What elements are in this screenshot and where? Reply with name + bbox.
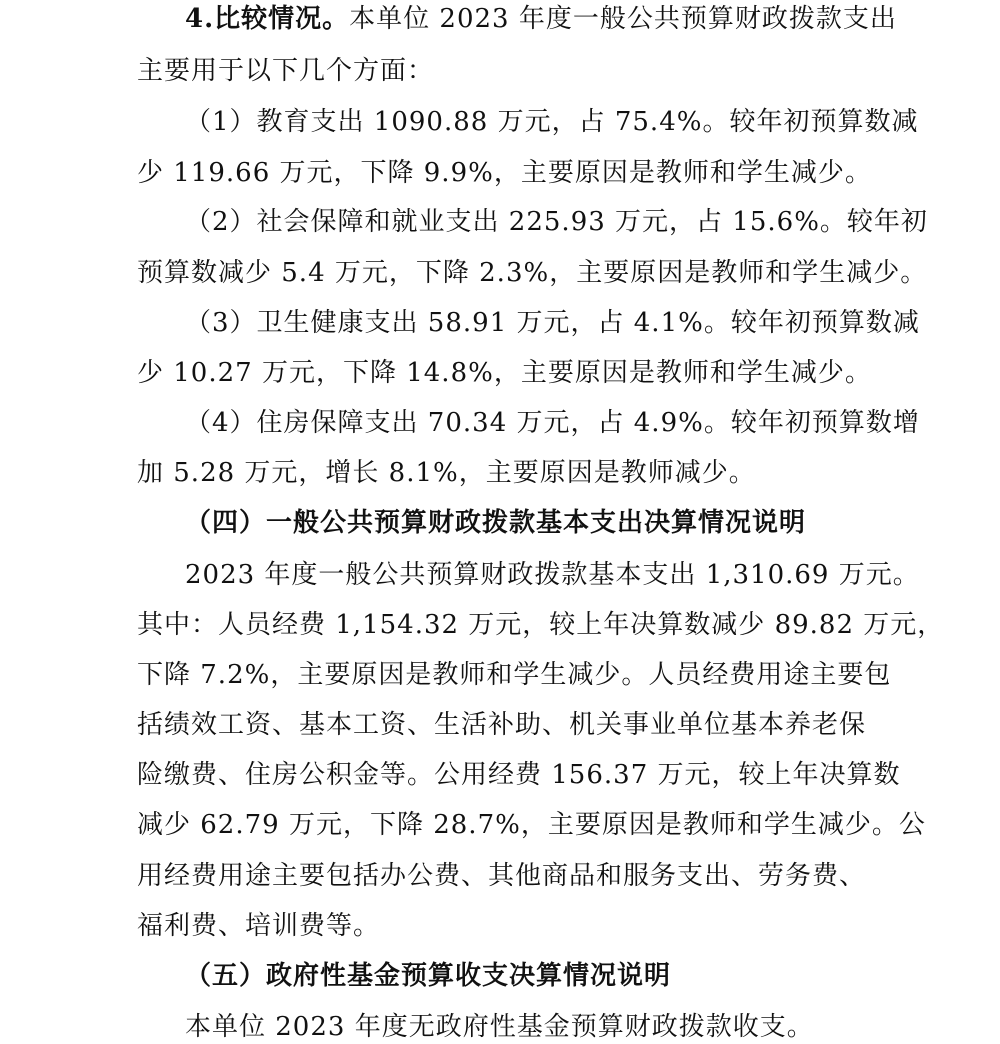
text-line: 少 10.27 万元，下降 14.8%，主要原因是教师和学生减少。 <box>137 358 872 388</box>
text-line: 福利费、培训费等。 <box>137 911 381 941</box>
text-line: 险缴费、住房公积金等。公用经费 156.37 万元，较上年决算数 <box>137 760 901 790</box>
item-2-line: （2）社会保障和就业支出 225.93 万元，占 15.6%。较年初 <box>185 207 928 237</box>
text-line: 本单位 2023 年度无政府性基金预算财政拨款收支。 <box>185 1012 814 1042</box>
text-line: 用经费用途主要包括办公费、其他商品和服务支出、劳务费、 <box>137 861 867 891</box>
comparison-label: 4.比较情况。 <box>185 4 350 34</box>
text-line: 下降 7.2%，主要原因是教师和学生减少。人员经费用途主要包 <box>137 660 892 690</box>
item-3-line: （3）卫生健康支出 58.91 万元，占 4.1%。较年初预算数减 <box>185 308 920 338</box>
text-line: 主要用于以下几个方面： <box>137 56 435 86</box>
text-line: 加 5.28 万元，增长 8.1%，主要原因是教师减少。 <box>137 458 756 488</box>
section-heading-five: （五）政府性基金预算收支决算情况说明 <box>185 961 672 991</box>
item-1-line: （1）教育支出 1090.88 万元，占 75.4%。较年初预算数减 <box>185 107 919 137</box>
comparison-intro: 本单位 2023 年度一般公共预算财政拨款支出 <box>349 4 897 34</box>
section-heading-four: （四）一般公共预算财政拨款基本支出决算情况说明 <box>185 508 807 538</box>
text-line: 预算数减少 5.4 万元，下降 2.3%，主要原因是教师和学生减少。 <box>137 258 928 288</box>
text-line: 少 119.66 万元，下降 9.9%，主要原因是教师和学生减少。 <box>137 158 872 188</box>
item-4-line: （4）住房保障支出 70.34 万元，占 4.9%。较年初预算数增 <box>185 408 920 438</box>
text-line: 括绩效工资、基本工资、生活补助、机关事业单位基本养老保 <box>137 710 867 740</box>
paragraph-comparison-heading <box>185 4 897 34</box>
text-line: 其中：人员经费 1,154.32 万元，较上年决算数减少 89.82 万元， <box>137 610 945 640</box>
text-line: 2023 年度一般公共预算财政拨款基本支出 1,310.69 万元。 <box>185 560 920 590</box>
text-line: 减少 62.79 万元，下降 28.7%，主要原因是教师和学生减少。公 <box>137 810 926 840</box>
